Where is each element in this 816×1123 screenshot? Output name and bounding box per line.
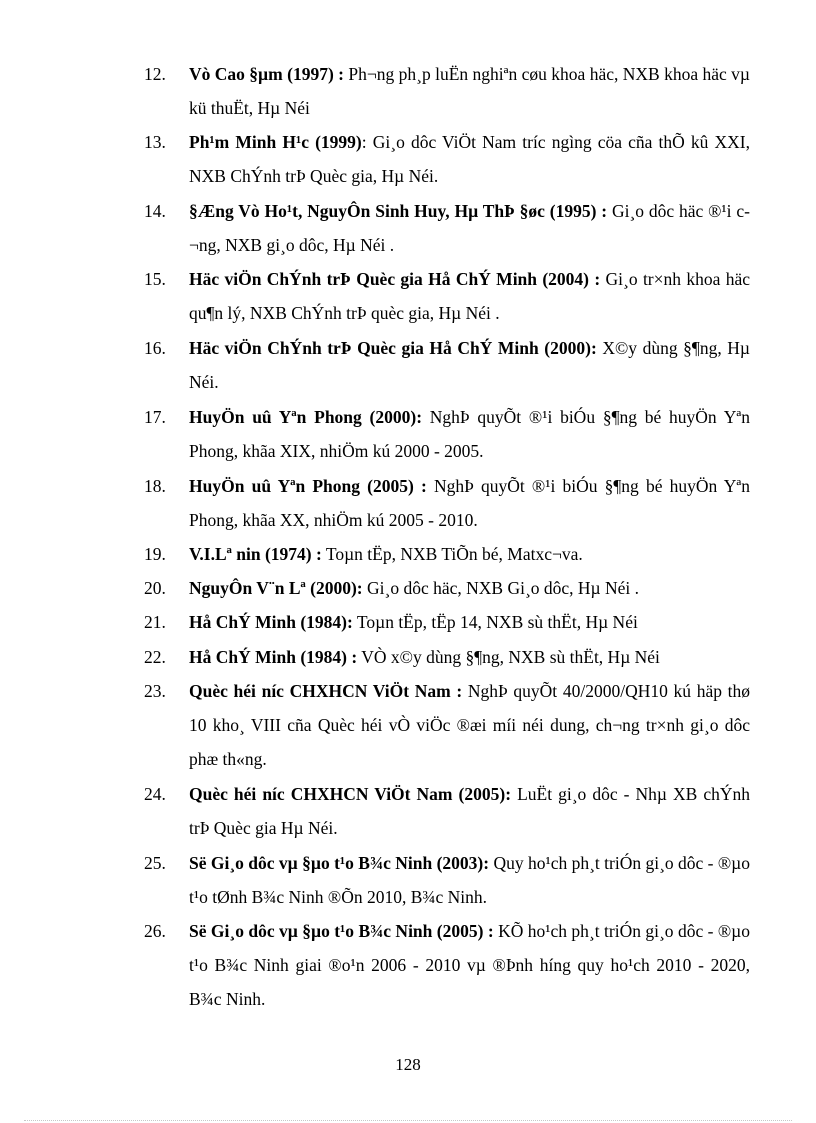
reference-text: X©y dùng §¶ng, Hµ Néi. bbox=[189, 338, 750, 392]
reference-body bbox=[189, 640, 750, 674]
reference-number: 15. bbox=[144, 269, 166, 289]
reference-item bbox=[144, 125, 750, 193]
reference-body bbox=[189, 537, 750, 571]
reference-number: 24. bbox=[144, 784, 166, 804]
reference-text: NghÞ quyÕt ®¹i biÓu §¶ng bé huyÖn Yªn Phong, khãa XIX, nhiÖm kú 2000 - 2005. bbox=[189, 407, 750, 461]
reference-body bbox=[189, 469, 750, 537]
reference-author: Häc viÖn ChÝnh trÞ Quèc gia Hå ChÝ Minh (2000): bbox=[189, 338, 597, 358]
reference-number: 16. bbox=[144, 338, 166, 358]
reference-text: Toµn tËp, NXB TiÕn bé, Matxc¬va. bbox=[321, 544, 583, 564]
reference-number: 26. bbox=[144, 921, 166, 941]
reference-item bbox=[144, 57, 750, 125]
reference-body bbox=[189, 605, 750, 639]
reference-body bbox=[189, 57, 750, 125]
reference-author: Hå ChÝ Minh (1984): bbox=[189, 612, 353, 632]
reference-body bbox=[189, 914, 750, 1016]
reference-number: 14. bbox=[144, 201, 166, 221]
reference-body bbox=[189, 194, 750, 262]
reference-text: : Gi¸o dôc ViÖt Nam tríc ngìng cöa cña thÕ kû XXI, NXB ChÝnh trÞ Quèc gia, Hµ Néi. bbox=[189, 132, 751, 186]
reference-body bbox=[189, 674, 750, 776]
reference-item bbox=[144, 914, 750, 1016]
reference-item bbox=[144, 400, 750, 468]
reference-item bbox=[144, 846, 750, 914]
reference-number: 17. bbox=[144, 407, 166, 427]
reference-author: Vò Cao §µm (1997) : bbox=[189, 64, 344, 84]
reference-body bbox=[189, 400, 750, 468]
reference-author: HuyÖn uû Yªn Phong (2005) : bbox=[189, 476, 427, 496]
reference-text: Gi¸o dôc häc ®¹i c¬ng, NXB gi¸o dôc, Hµ Néi . bbox=[189, 201, 750, 255]
reference-number: 23. bbox=[144, 681, 166, 701]
reference-author: NguyÔn V¨n Lª (2000): bbox=[189, 578, 363, 598]
reference-body bbox=[189, 777, 750, 845]
reference-author: Quèc héi níc CHXHCN ViÖt Nam : bbox=[189, 681, 463, 701]
reference-text: LuËt gi¸o dôc - Nhµ XB chÝnh trÞ Quèc gia Hµ Néi. bbox=[189, 784, 750, 838]
reference-number: 12. bbox=[144, 64, 166, 84]
reference-text: Gi¸o tr×nh khoa häc qu¶n lý, NXB ChÝnh trÞ quèc gia, Hµ Néi . bbox=[189, 269, 750, 323]
reference-text: KÕ ho¹ch ph¸t triÓn gi¸o dôc - ®µo t¹o B¾c Ninh giai ®o¹n 2006 - 2010 vµ ®Þnh híng quy ho¹ch 2010 - 2020, B¾c Ninh. bbox=[189, 921, 750, 1009]
reference-author: Hå ChÝ Minh (1984) : bbox=[189, 647, 358, 667]
reference-author: §Æng Vò Ho¹t, NguyÔn Sinh Huy, Hµ ThÞ §øc (1995) : bbox=[189, 201, 608, 221]
reference-body bbox=[189, 846, 750, 914]
reference-item bbox=[144, 605, 750, 639]
reference-item bbox=[144, 640, 750, 674]
reference-item bbox=[144, 537, 750, 571]
reference-number: 20. bbox=[144, 578, 166, 598]
reference-body bbox=[189, 571, 750, 605]
reference-item bbox=[144, 777, 750, 845]
reference-number: 19. bbox=[144, 544, 166, 564]
reference-author: Së Gi¸o dôc vµ §µo t¹o B¾c Ninh (2003): bbox=[189, 853, 490, 873]
reference-author: Së Gi¸o dôc vµ §µo t¹o B¾c Ninh (2005) : bbox=[189, 921, 494, 941]
reference-number: 21. bbox=[144, 612, 166, 632]
reference-number: 13. bbox=[144, 132, 166, 152]
reference-author: Quèc héi níc CHXHCN ViÖt Nam (2005): bbox=[189, 784, 512, 804]
reference-text: VÒ x©y dùng §¶ng, NXB sù thËt, Hµ Néi bbox=[357, 647, 660, 667]
reference-author: Ph¹m Minh H¹c (1999) bbox=[189, 132, 362, 152]
reference-text: NghÞ quyÕt ®¹i biÓu §¶ng bé huyÖn Yªn Phong, khãa XX, nhiÖm kú 2005 - 2010. bbox=[189, 476, 750, 530]
reference-text: Ph¬ng ph¸p luËn nghiªn cøu khoa häc, NXB khoa häc vµ kü thuËt, Hµ Néi bbox=[189, 64, 751, 118]
reference-body bbox=[189, 125, 750, 193]
reference-author: V.I.Lª nin (1974) : bbox=[189, 544, 322, 564]
reference-item bbox=[144, 262, 750, 330]
reference-number: 18. bbox=[144, 476, 166, 496]
reference-body bbox=[189, 262, 750, 330]
reference-item bbox=[144, 469, 750, 537]
reference-item bbox=[144, 674, 750, 776]
reference-item bbox=[144, 331, 750, 399]
reference-text: Toµn tËp, tËp 14, NXB sù thËt, Hµ Néi bbox=[352, 612, 638, 632]
reference-text: Quy ho¹ch ph¸t triÓn gi¸o dôc - ®µo t¹o tØnh B¾c Ninh ®Õn 2010, B¾c Ninh. bbox=[189, 853, 751, 907]
reference-item bbox=[144, 194, 750, 262]
reference-author: Häc viÖn ChÝnh trÞ Quèc gia Hå ChÝ Minh (2004) : bbox=[189, 269, 601, 289]
reference-author: HuyÖn uû Yªn Phong (2000): bbox=[189, 407, 423, 427]
reference-body bbox=[189, 331, 750, 399]
reference-number: 22. bbox=[144, 647, 166, 667]
reference-text: NghÞ quyÕt 40/2000/QH10 kú häp thø 10 kho¸ VIII cña Quèc héi vÒ viÖc ®æi míi néi dung, ch¬ng tr×nh gi¸o dôc phæ th«ng. bbox=[189, 681, 751, 769]
page-number: 128 bbox=[395, 1055, 421, 1074]
reference-text: Gi¸o dôc häc, NXB Gi¸o dôc, Hµ Néi . bbox=[362, 578, 640, 598]
reference-item bbox=[144, 571, 750, 605]
reference-number: 25. bbox=[144, 853, 166, 873]
page-bottom-divider bbox=[24, 1120, 792, 1121]
